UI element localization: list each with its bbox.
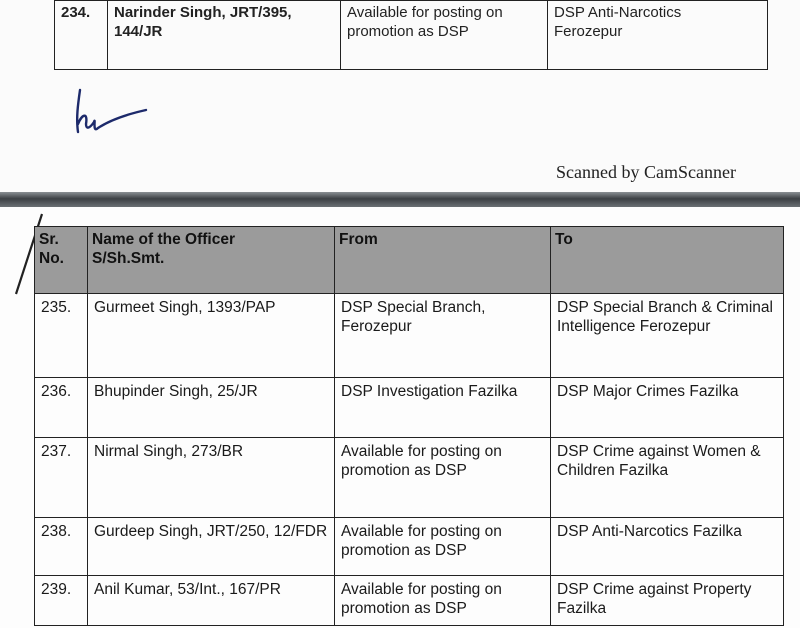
to-cell: DSP Anti-Narcotics Fazilka bbox=[551, 518, 784, 576]
header-to: To bbox=[551, 227, 784, 294]
to-line: Ferozepur bbox=[554, 23, 623, 40]
to-cell: DSP Major Crimes Fazilka bbox=[551, 378, 784, 438]
scanned-page-top bbox=[0, 0, 800, 192]
from-cell: DSP Investigation Fazilka bbox=[335, 378, 551, 438]
officer-name-cell: Gurdeep Singh, JRT/250, 12/FDR bbox=[88, 518, 335, 576]
scanner-watermark: Scanned by CamScanner bbox=[556, 162, 736, 182]
sr-cell: 235. bbox=[35, 294, 88, 378]
header-text: Sr. bbox=[39, 231, 59, 248]
sr-cell: 237. bbox=[35, 438, 88, 518]
from-cell: DSP Special Branch, Ferozepur bbox=[335, 294, 551, 378]
to-cell bbox=[548, 1, 768, 70]
table-row bbox=[35, 518, 784, 576]
header-name bbox=[88, 227, 335, 294]
page-separator bbox=[0, 192, 800, 207]
to-cell: DSP Crime against Women & Children Fazilka bbox=[551, 438, 784, 518]
table-row bbox=[35, 378, 784, 438]
officer-name-cell: Gurmeet Singh, 1393/PAP bbox=[88, 294, 335, 378]
sr-cell: 234. bbox=[55, 1, 108, 70]
header-row bbox=[35, 227, 784, 294]
from-cell: Available for posting on promotion as DSP bbox=[335, 518, 551, 576]
from-cell: Available for posting on promotion as DSP bbox=[335, 576, 551, 626]
sr-cell: 236. bbox=[35, 378, 88, 438]
table-row bbox=[55, 1, 768, 70]
from-cell: Available for posting on promotion as DSP bbox=[341, 1, 548, 70]
table-row bbox=[35, 294, 784, 378]
table-row bbox=[35, 576, 784, 626]
officer-name-cell: Bhupinder Singh, 25/JR bbox=[88, 378, 335, 438]
handwritten-signature bbox=[70, 84, 150, 144]
sr-cell: 239. bbox=[35, 576, 88, 626]
officer-name-cell: Narinder Singh, JRT/395, 144/JR bbox=[108, 1, 341, 70]
to-cell: DSP Crime against Property Fazilka bbox=[551, 576, 784, 626]
header-text: No. bbox=[39, 250, 64, 267]
officer-name-cell: Anil Kumar, 53/Int., 167/PR bbox=[88, 576, 335, 626]
from-cell: Available for posting on promotion as DSP bbox=[335, 438, 551, 518]
to-cell: DSP Special Branch & Criminal Intelligence Ferozepur bbox=[551, 294, 784, 378]
sr-cell: 238. bbox=[35, 518, 88, 576]
header-from: From bbox=[335, 227, 551, 294]
top-table bbox=[54, 0, 768, 70]
table-row bbox=[35, 438, 784, 518]
header-sr bbox=[35, 227, 88, 294]
officer-name-cell: Nirmal Singh, 273/BR bbox=[88, 438, 335, 518]
header-text: Name of the Officer bbox=[92, 231, 235, 248]
to-line: DSP Anti-Narcotics bbox=[554, 4, 682, 21]
header-text: S/Sh.Smt. bbox=[92, 250, 165, 267]
posting-table bbox=[34, 226, 784, 626]
